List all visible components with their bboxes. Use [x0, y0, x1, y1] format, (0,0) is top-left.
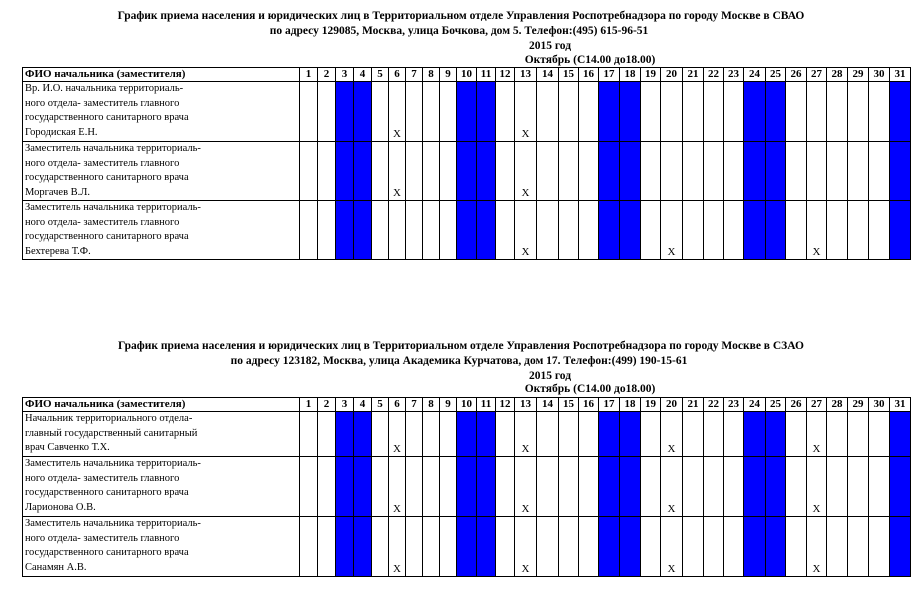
day-cell-22	[704, 201, 724, 260]
day-cell-8	[423, 201, 440, 260]
reception-mark-cell-20: X	[661, 457, 683, 517]
table-row	[23, 517, 911, 577]
day-cell-1	[300, 412, 318, 457]
day-header-5: 5	[372, 68, 389, 82]
day-cell-7	[406, 142, 423, 201]
weekend-cell-11	[477, 517, 496, 577]
table-row	[23, 412, 911, 457]
day-header-13: 13	[515, 68, 537, 82]
day-cell-9	[440, 82, 457, 142]
reception-mark-cell-6: X	[389, 517, 406, 577]
day-cell-19	[641, 517, 661, 577]
day-cell-21	[683, 412, 704, 457]
day-cell-19	[641, 201, 661, 260]
day-header-6: 6	[389, 398, 406, 412]
day-cell-2	[318, 82, 336, 142]
day-cell-14	[537, 142, 559, 201]
day-cell-16	[579, 412, 599, 457]
day-cell-29	[848, 412, 869, 457]
weekend-cell-11	[477, 142, 496, 201]
weekend-cell-25	[766, 517, 786, 577]
reception-mark-cell-27: X	[807, 201, 827, 260]
day-cell-29	[848, 201, 869, 260]
day-header-22: 22	[704, 398, 724, 412]
day-header-10: 10	[457, 68, 477, 82]
day-cell-15	[559, 142, 579, 201]
day-cell-16	[579, 142, 599, 201]
day-cell-28	[827, 201, 848, 260]
day-header-17: 17	[599, 398, 620, 412]
weekend-cell-18	[620, 457, 641, 517]
day-header-4: 4	[354, 398, 372, 412]
day-cell-23	[724, 82, 744, 142]
day-header-7: 7	[406, 68, 423, 82]
day-cell-23	[724, 517, 744, 577]
day-cell-5	[372, 201, 389, 260]
day-header-19: 19	[641, 398, 661, 412]
day-cell-9	[440, 457, 457, 517]
day-cell-28	[827, 457, 848, 517]
weekend-cell-24	[744, 142, 766, 201]
day-header-28: 28	[827, 68, 848, 82]
day-cell-19	[641, 412, 661, 457]
weekend-cell-11	[477, 457, 496, 517]
weekend-cell-18	[620, 412, 641, 457]
weekend-cell-10	[457, 142, 477, 201]
day-cell-12	[496, 517, 515, 577]
day-cell-16	[579, 457, 599, 517]
weekend-cell-17	[599, 517, 620, 577]
table-row	[23, 457, 911, 517]
day-cell-28	[827, 412, 848, 457]
weekend-cell-10	[457, 201, 477, 260]
weekend-cell-10	[457, 457, 477, 517]
reception-mark-cell-6: X	[389, 412, 406, 457]
day-header-3: 3	[336, 398, 354, 412]
day-header-3: 3	[336, 68, 354, 82]
day-cell-26	[786, 82, 807, 142]
weekend-cell-17	[599, 412, 620, 457]
day-cell-1	[300, 517, 318, 577]
day-cell-28	[827, 82, 848, 142]
weekend-cell-31	[890, 412, 911, 457]
day-cell-21	[683, 457, 704, 517]
weekend-cell-31	[890, 82, 911, 142]
day-cell-20	[661, 142, 683, 201]
reception-mark-cell-6: X	[389, 457, 406, 517]
day-header-20: 20	[661, 68, 683, 82]
day-header-18: 18	[620, 68, 641, 82]
weekend-cell-4	[354, 517, 372, 577]
day-cell-5	[372, 82, 389, 142]
reception-mark-cell-13: X	[515, 517, 537, 577]
day-cell-8	[423, 457, 440, 517]
day-header-23: 23	[724, 68, 744, 82]
day-header-25: 25	[766, 398, 786, 412]
section-month: Октябрь (С14.00 до18.00)	[524, 54, 656, 66]
day-cell-22	[704, 142, 724, 201]
reception-mark-cell-20: X	[661, 517, 683, 577]
day-cell-26	[786, 201, 807, 260]
day-header-29: 29	[848, 398, 869, 412]
day-cell-2	[318, 457, 336, 517]
day-cell-1	[300, 142, 318, 201]
day-header-31: 31	[890, 68, 911, 82]
day-header-8: 8	[423, 68, 440, 82]
day-header-2: 2	[318, 398, 336, 412]
day-cell-15	[559, 457, 579, 517]
day-cell-2	[318, 142, 336, 201]
day-header-12: 12	[496, 68, 515, 82]
day-header-11: 11	[477, 68, 496, 82]
day-header-16: 16	[579, 68, 599, 82]
day-cell-7	[406, 412, 423, 457]
reception-mark-cell-6: X	[389, 142, 406, 201]
day-header-26: 26	[786, 398, 807, 412]
day-cell-23	[724, 142, 744, 201]
weekend-cell-18	[620, 517, 641, 577]
day-cell-12	[496, 142, 515, 201]
section-year: 2015 год	[528, 370, 572, 382]
weekend-cell-10	[457, 412, 477, 457]
reception-mark-cell-13: X	[515, 412, 537, 457]
weekend-cell-24	[744, 457, 766, 517]
day-cell-7	[406, 201, 423, 260]
weekend-cell-17	[599, 142, 620, 201]
day-header-8: 8	[423, 398, 440, 412]
day-header-14: 14	[537, 398, 559, 412]
weekend-cell-31	[890, 457, 911, 517]
day-cell-22	[704, 517, 724, 577]
day-cell-7	[406, 457, 423, 517]
day-cell-9	[440, 412, 457, 457]
day-cell-15	[559, 82, 579, 142]
section-title: График приема населения и юридических лиц в Территориальном отделе Управления Роспотребнадзора по городу Москве в СЗАО	[118, 340, 804, 352]
day-cell-23	[724, 412, 744, 457]
day-cell-21	[683, 142, 704, 201]
weekend-cell-11	[477, 201, 496, 260]
day-cell-14	[537, 457, 559, 517]
day-cell-8	[423, 142, 440, 201]
day-cell-2	[318, 201, 336, 260]
reception-mark-cell-13: X	[515, 82, 537, 142]
weekend-cell-18	[620, 201, 641, 260]
day-cell-5	[372, 457, 389, 517]
day-header-4: 4	[354, 68, 372, 82]
day-cell-8	[423, 517, 440, 577]
day-header-11: 11	[477, 398, 496, 412]
day-cell-2	[318, 517, 336, 577]
day-header-12: 12	[496, 398, 515, 412]
day-header-1: 1	[300, 68, 318, 82]
weekend-cell-17	[599, 457, 620, 517]
day-header-23: 23	[724, 398, 744, 412]
day-cell-26	[786, 517, 807, 577]
day-cell-30	[869, 82, 890, 142]
weekend-cell-24	[744, 82, 766, 142]
day-header-27: 27	[807, 398, 827, 412]
day-cell-5	[372, 412, 389, 457]
reception-mark-cell-20: X	[661, 412, 683, 457]
day-cell-12	[496, 457, 515, 517]
day-cell-26	[786, 412, 807, 457]
day-header-28: 28	[827, 398, 848, 412]
reception-mark-cell-13: X	[515, 142, 537, 201]
weekend-cell-4	[354, 142, 372, 201]
day-cell-1	[300, 457, 318, 517]
day-header-10: 10	[457, 398, 477, 412]
day-header-24: 24	[744, 398, 766, 412]
weekend-cell-11	[477, 412, 496, 457]
reception-mark-cell-6: X	[389, 82, 406, 142]
weekend-cell-18	[620, 82, 641, 142]
day-cell-22	[704, 457, 724, 517]
day-cell-30	[869, 412, 890, 457]
day-header-30: 30	[869, 68, 890, 82]
weekend-cell-3	[336, 412, 354, 457]
table-row	[23, 201, 911, 260]
day-cell-29	[848, 82, 869, 142]
day-cell-12	[496, 201, 515, 260]
header-row	[23, 68, 911, 82]
weekend-cell-31	[890, 517, 911, 577]
weekend-cell-3	[336, 142, 354, 201]
day-cell-14	[537, 412, 559, 457]
weekend-cell-24	[744, 201, 766, 260]
day-cell-16	[579, 82, 599, 142]
day-cell-19	[641, 457, 661, 517]
day-cell-5	[372, 142, 389, 201]
header-row	[23, 398, 911, 412]
weekend-cell-24	[744, 412, 766, 457]
day-cell-1	[300, 82, 318, 142]
day-cell-9	[440, 201, 457, 260]
reception-mark-cell-27: X	[807, 412, 827, 457]
day-cell-29	[848, 457, 869, 517]
day-cell-12	[496, 82, 515, 142]
day-cell-8	[423, 82, 440, 142]
schedule-table	[22, 67, 911, 260]
section-address: по адресу 129085, Москва, улица Бочкова, дом 5. Телефон:(495) 615-96-51	[269, 25, 649, 37]
section-month: Октябрь (С14.00 до18.00)	[524, 383, 656, 395]
day-header-30: 30	[869, 398, 890, 412]
day-header-18: 18	[620, 398, 641, 412]
day-cell-30	[869, 457, 890, 517]
section-title: График приема населения и юридических лиц в Территориальном отделе Управления Роспотребнадзора по городу Москве в СВАО	[117, 10, 805, 22]
day-cell-27	[807, 142, 827, 201]
day-header-19: 19	[641, 68, 661, 82]
day-header-7: 7	[406, 398, 423, 412]
day-header-6: 6	[389, 68, 406, 82]
reception-mark-cell-27: X	[807, 457, 827, 517]
official-name-cell: Заместитель начальника территориаль- ного отдела- заместитель главного государственного санитарного врача Санамян А.В.	[23, 517, 300, 577]
weekend-cell-11	[477, 82, 496, 142]
official-name-cell: Заместитель начальника территориаль- ного отдела- заместитель главного государственного санитарного врача Бехтерева Т.Ф.	[23, 201, 300, 260]
day-header-21: 21	[683, 68, 704, 82]
section-address: по адресу 123182, Москва, улица Академика Курчатова, дом 17. Телефон:(499) 190-15-61	[230, 355, 688, 367]
day-cell-5	[372, 517, 389, 577]
day-cell-29	[848, 142, 869, 201]
reception-mark-cell-20: X	[661, 201, 683, 260]
day-cell-14	[537, 82, 559, 142]
weekend-cell-18	[620, 142, 641, 201]
day-cell-28	[827, 142, 848, 201]
day-cell-21	[683, 201, 704, 260]
schedule-table	[22, 397, 911, 577]
day-cell-15	[559, 201, 579, 260]
day-header-27: 27	[807, 68, 827, 82]
day-cell-27	[807, 82, 827, 142]
day-header-29: 29	[848, 68, 869, 82]
day-cell-20	[661, 82, 683, 142]
weekend-cell-3	[336, 201, 354, 260]
day-header-14: 14	[537, 68, 559, 82]
day-cell-23	[724, 201, 744, 260]
day-cell-26	[786, 142, 807, 201]
weekend-cell-4	[354, 82, 372, 142]
table-row	[23, 82, 911, 142]
weekend-cell-25	[766, 412, 786, 457]
day-cell-28	[827, 517, 848, 577]
official-name-cell: Заместитель начальника территориаль- ного отдела- заместитель главного государственного санитарного врача Моргачев В.Л.	[23, 142, 300, 201]
day-cell-26	[786, 457, 807, 517]
weekend-cell-3	[336, 82, 354, 142]
weekend-cell-25	[766, 82, 786, 142]
day-cell-30	[869, 517, 890, 577]
day-cell-6	[389, 201, 406, 260]
section-year: 2015 год	[528, 40, 572, 52]
weekend-cell-25	[766, 457, 786, 517]
weekend-cell-17	[599, 82, 620, 142]
day-header-2: 2	[318, 68, 336, 82]
weekend-cell-25	[766, 142, 786, 201]
day-cell-15	[559, 517, 579, 577]
weekend-cell-10	[457, 82, 477, 142]
day-header-31: 31	[890, 398, 911, 412]
official-name-cell: Заместитель начальника территориаль- ного отдела- заместитель главного государственного санитарного врача Ларионова О.В.	[23, 457, 300, 517]
day-cell-30	[869, 201, 890, 260]
day-header-13: 13	[515, 398, 537, 412]
day-header-21: 21	[683, 398, 704, 412]
day-cell-23	[724, 457, 744, 517]
day-cell-8	[423, 412, 440, 457]
reception-mark-cell-27: X	[807, 517, 827, 577]
weekend-cell-10	[457, 517, 477, 577]
day-cell-1	[300, 201, 318, 260]
day-header-15: 15	[559, 398, 579, 412]
day-cell-21	[683, 517, 704, 577]
weekend-cell-17	[599, 201, 620, 260]
official-name-cell: Вр. И.О. начальника территориаль- ного отдела- заместитель главного государственного санитарного врача Городиская Е.Н.	[23, 82, 300, 142]
day-cell-22	[704, 412, 724, 457]
day-cell-29	[848, 517, 869, 577]
day-header-22: 22	[704, 68, 724, 82]
day-header-26: 26	[786, 68, 807, 82]
day-header-25: 25	[766, 68, 786, 82]
official-name-cell: Начальник территориального отдела- главный государственный санитарный врач Савченко Т.Х.	[23, 412, 300, 457]
day-cell-16	[579, 517, 599, 577]
weekend-cell-4	[354, 412, 372, 457]
day-header-9: 9	[440, 68, 457, 82]
day-header-20: 20	[661, 398, 683, 412]
day-cell-14	[537, 201, 559, 260]
weekend-cell-24	[744, 517, 766, 577]
day-cell-7	[406, 82, 423, 142]
day-cell-22	[704, 82, 724, 142]
weekend-cell-4	[354, 201, 372, 260]
name-column-header: ФИО начальника (заместителя)	[23, 398, 300, 412]
day-header-24: 24	[744, 68, 766, 82]
weekend-cell-4	[354, 457, 372, 517]
day-cell-14	[537, 517, 559, 577]
weekend-cell-3	[336, 517, 354, 577]
day-header-16: 16	[579, 398, 599, 412]
day-cell-19	[641, 142, 661, 201]
table-row	[23, 142, 911, 201]
weekend-cell-31	[890, 201, 911, 260]
weekend-cell-25	[766, 201, 786, 260]
weekend-cell-3	[336, 457, 354, 517]
day-header-1: 1	[300, 398, 318, 412]
name-column-header: ФИО начальника (заместителя)	[23, 68, 300, 82]
day-cell-30	[869, 142, 890, 201]
day-cell-15	[559, 412, 579, 457]
day-cell-19	[641, 82, 661, 142]
reception-mark-cell-13: X	[515, 201, 537, 260]
day-cell-9	[440, 142, 457, 201]
day-cell-9	[440, 517, 457, 577]
day-cell-21	[683, 82, 704, 142]
day-header-9: 9	[440, 398, 457, 412]
reception-mark-cell-13: X	[515, 457, 537, 517]
day-header-17: 17	[599, 68, 620, 82]
day-cell-12	[496, 412, 515, 457]
day-cell-2	[318, 412, 336, 457]
day-header-5: 5	[372, 398, 389, 412]
day-header-15: 15	[559, 68, 579, 82]
day-cell-16	[579, 201, 599, 260]
weekend-cell-31	[890, 142, 911, 201]
day-cell-7	[406, 517, 423, 577]
